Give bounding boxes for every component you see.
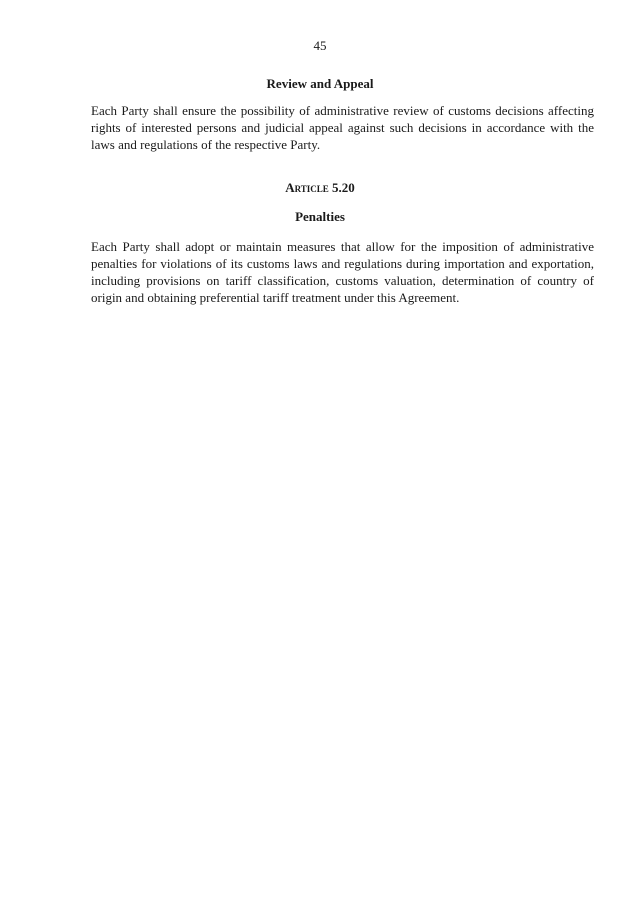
paragraph-review-and-appeal: Each Party shall ensure the possibility of administrative review of customs decisions affecting rights of interested persons and judicial appeal against such decisions in accordance with the laws and regulations of the respective Party. [91,103,594,152]
paragraph-penalties: Each Party shall adopt or maintain measures that allow for the imposition of administrative penalties for violations of its customs laws and regulations during importation and exportation, including provisions on tariff classification, customs valuation, determination of country of origin and obtaining preferential tariff treatment under this Agreement. [91,239,594,305]
article-word: Article [285,180,329,195]
article-label [0,180,640,196]
section-heading-review-and-appeal: Review and Appeal [266,76,374,91]
page-number: 45 [313,38,327,53]
section-heading-penalties: Penalties [295,209,345,224]
article-number: 5.20 [332,180,355,195]
